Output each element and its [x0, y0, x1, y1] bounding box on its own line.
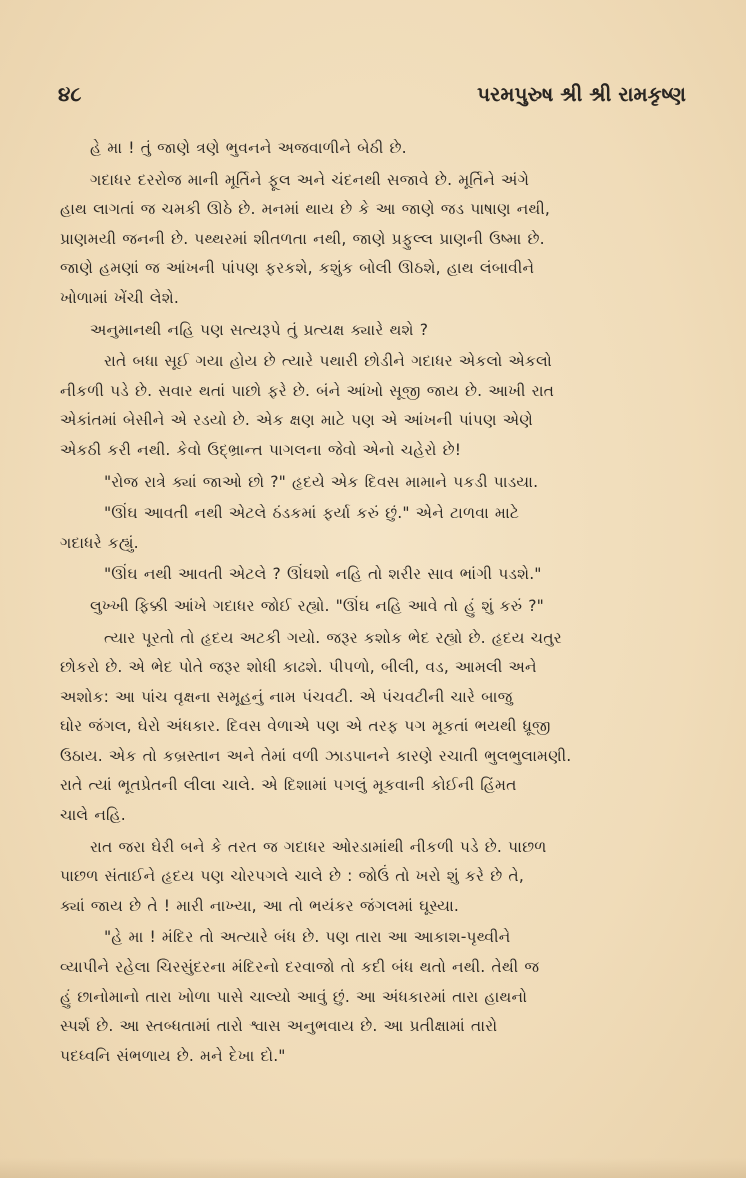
- paragraph-10: [60, 833, 684, 922]
- text-line: હે મા ! તું જાણે ત્રણે ભુવનને અજવાળીને બેઠી છે.: [90, 139, 407, 157]
- text-line: ખોળામાં ખેંચી લેશે.: [60, 288, 179, 307]
- text-line: ગદાધરે કહ્યું.: [60, 533, 139, 552]
- text-line: વ્યાપીને રહેલા ચિરસુંદરના મંદિરનો દરવાજો તો કદી બંધ થતો નથી. તેથી જ: [60, 958, 540, 977]
- paragraph-1: [60, 134, 684, 164]
- text-line: "રોજ રાત્રે ક્યાં જાઓ છો ?" હૃદયે એક દિવસ મામાને પકડી પાડયા.: [104, 472, 539, 491]
- text-line: સ્પર્શ છે. આ સ્તબ્ધતામાં તારો શ્વાસ અનુભવાય છે. આ પ્રતીક્ષામાં તારો: [60, 1017, 498, 1036]
- text-line: છોકરો છે. એ ભેદ પોતે જરૂર શોધી કાઢશે. પીપળો, બીલી, વડ, આમલી અને: [60, 658, 537, 677]
- paragraph-2: [60, 166, 684, 314]
- paragraph-5: [60, 468, 684, 498]
- text-line: હાથ લાગતાં જ ચમકી ઊઠે છે. મનમાં થાય છે કે આ જાણે જડ પાષાણ નથી,: [60, 200, 550, 219]
- text-line: "ઊંઘ આવતી નથી એટલે ઠંડકમાં ફર્યા કરું છું." એને ટાળવા માટે: [104, 504, 520, 523]
- running-title: પરમપુરુષ શ્રી શ્રી રામકૃષ્ણ: [477, 82, 686, 106]
- text-line: અશોક: આ પાંચ વૃક્ષના સમૂહનું નામ પંચવટી. એ પંચવટીની ચારે બાજુ: [60, 687, 513, 706]
- paragraph-3: [60, 316, 684, 346]
- text-line: પ્રાણમયી જનની છે. પથ્થરમાં શીતળતા નથી, જાણે પ્રફુલ્લ પ્રાણની ઉષ્મા છે.: [60, 229, 545, 248]
- text-line: એકાંતમાં બેસીને એ રડયો છે. એક ક્ષણ માટે પણ એ આંખની પાંપણ એણે: [60, 411, 534, 430]
- paragraph-4: [60, 347, 684, 465]
- paragraph-6: [60, 499, 684, 558]
- text-line: રાતે ત્યાં ભૂતપ્રેતની લીલા ચાલે. એ દિશામાં પગલું મૂકવાની કોઈની હિંમત: [60, 776, 517, 795]
- text-line: રાત જરા ઘેરી બને કે તરત જ ગદાધર ઓરડામાંથી નીકળી પડે છે. પાછળ: [90, 837, 547, 856]
- page-edge-shading: [0, 1158, 746, 1178]
- text-line: ક્યાં જાય છે તે ! મારી નાખ્યા, આ તો ભયંકર જંગલમાં ઘૂસ્યા.: [60, 896, 459, 915]
- text-line: હું છાનોમાનો તારા ખોળા પાસે ચાલ્યો આવું છું. આ અંધકારમાં તારા હાથનો: [60, 987, 528, 1006]
- text-line: ચાલે નહિ.: [60, 806, 126, 825]
- text-line: ઉઠાય. એક તો કબ્રસ્તાન અને તેમાં વળી ઝાડપાનને કારણે રચાતી ભુલભુલામણી.: [60, 746, 572, 765]
- paragraph-8: [60, 592, 684, 622]
- text-line: જાણે હમણાં જ આંખની પાંપણ ફરકશે, કશુંક બોલી ઊઠશે, હાથ લંબાવીને: [60, 259, 535, 278]
- text-line: "ઊંઘ નથી આવતી એટલે ? ઊંઘશો નહિ તો શરીર સાવ ભાંગી પડશે.": [104, 565, 542, 584]
- text-line: ગદાધર દરરોજ માની મૂર્તિને ફૂલ અને ચંદનથી સજાવે છે. મૂર્તિને અંગે: [90, 170, 530, 189]
- page-number: ૪૮: [58, 82, 82, 106]
- text-line: "હે મા ! મંદિર તો અત્યારે બંધ છે. પણ તારા આ આકાશ-પૃથ્વીને: [104, 928, 511, 947]
- text-line: નીકળી પડે છે. સવાર થતાં પાછો ફરે છે. બંને આંખો સૂજી જાય છે. આખી રાત: [60, 381, 555, 400]
- text-line: એકઠી કરી નથી. કેવો ઉદ્ભ્રાન્ત પાગલના જેવો એનો ચહેરો છે!: [60, 440, 462, 459]
- text-line: પાછળ સંતાઈને હૃદય પણ ચોરપગલે ચાલે છે : જોઉં તો ખરો શું કરે છે તે,: [60, 867, 524, 886]
- paragraph-11: [60, 923, 684, 1071]
- text-line: રાતે બધા સૂઈ ગયા હોય છે ત્યારે પથારી છોડીને ગદાધર એકલો એકલો: [104, 352, 552, 371]
- text-line: ઘોર જંગલ, ઘેરો અંધકાર. દિવસ વેળાએ પણ એ તરફ પગ મૂકતાં ભયથી ધ્રૂજી: [60, 717, 551, 736]
- paragraph-9: [60, 624, 684, 831]
- text-line: પદધ્વનિ સંભળાય છે. મને દેખા દો.": [60, 1046, 286, 1065]
- text-line: અનુમાનથી નહિ પણ સત્યરૂપે તું પ્રત્યક્ષ ક્યારે થશે ?: [90, 320, 429, 339]
- paragraph-7: [60, 560, 684, 590]
- body-text: [60, 134, 684, 1073]
- page-header: [58, 82, 686, 114]
- text-line: ત્યાર પૂરતો તો હૃદય અટકી ગયો. જરૂર કશોક ભેદ રહ્યો છે. હૃદય ચતુર: [104, 628, 562, 647]
- text-line: લુખ્ખી ફિક્કી આંખે ગદાધર જોઈ રહ્યો. "ઊંઘ નહિ આવે તો હું શું કરું ?": [90, 596, 544, 615]
